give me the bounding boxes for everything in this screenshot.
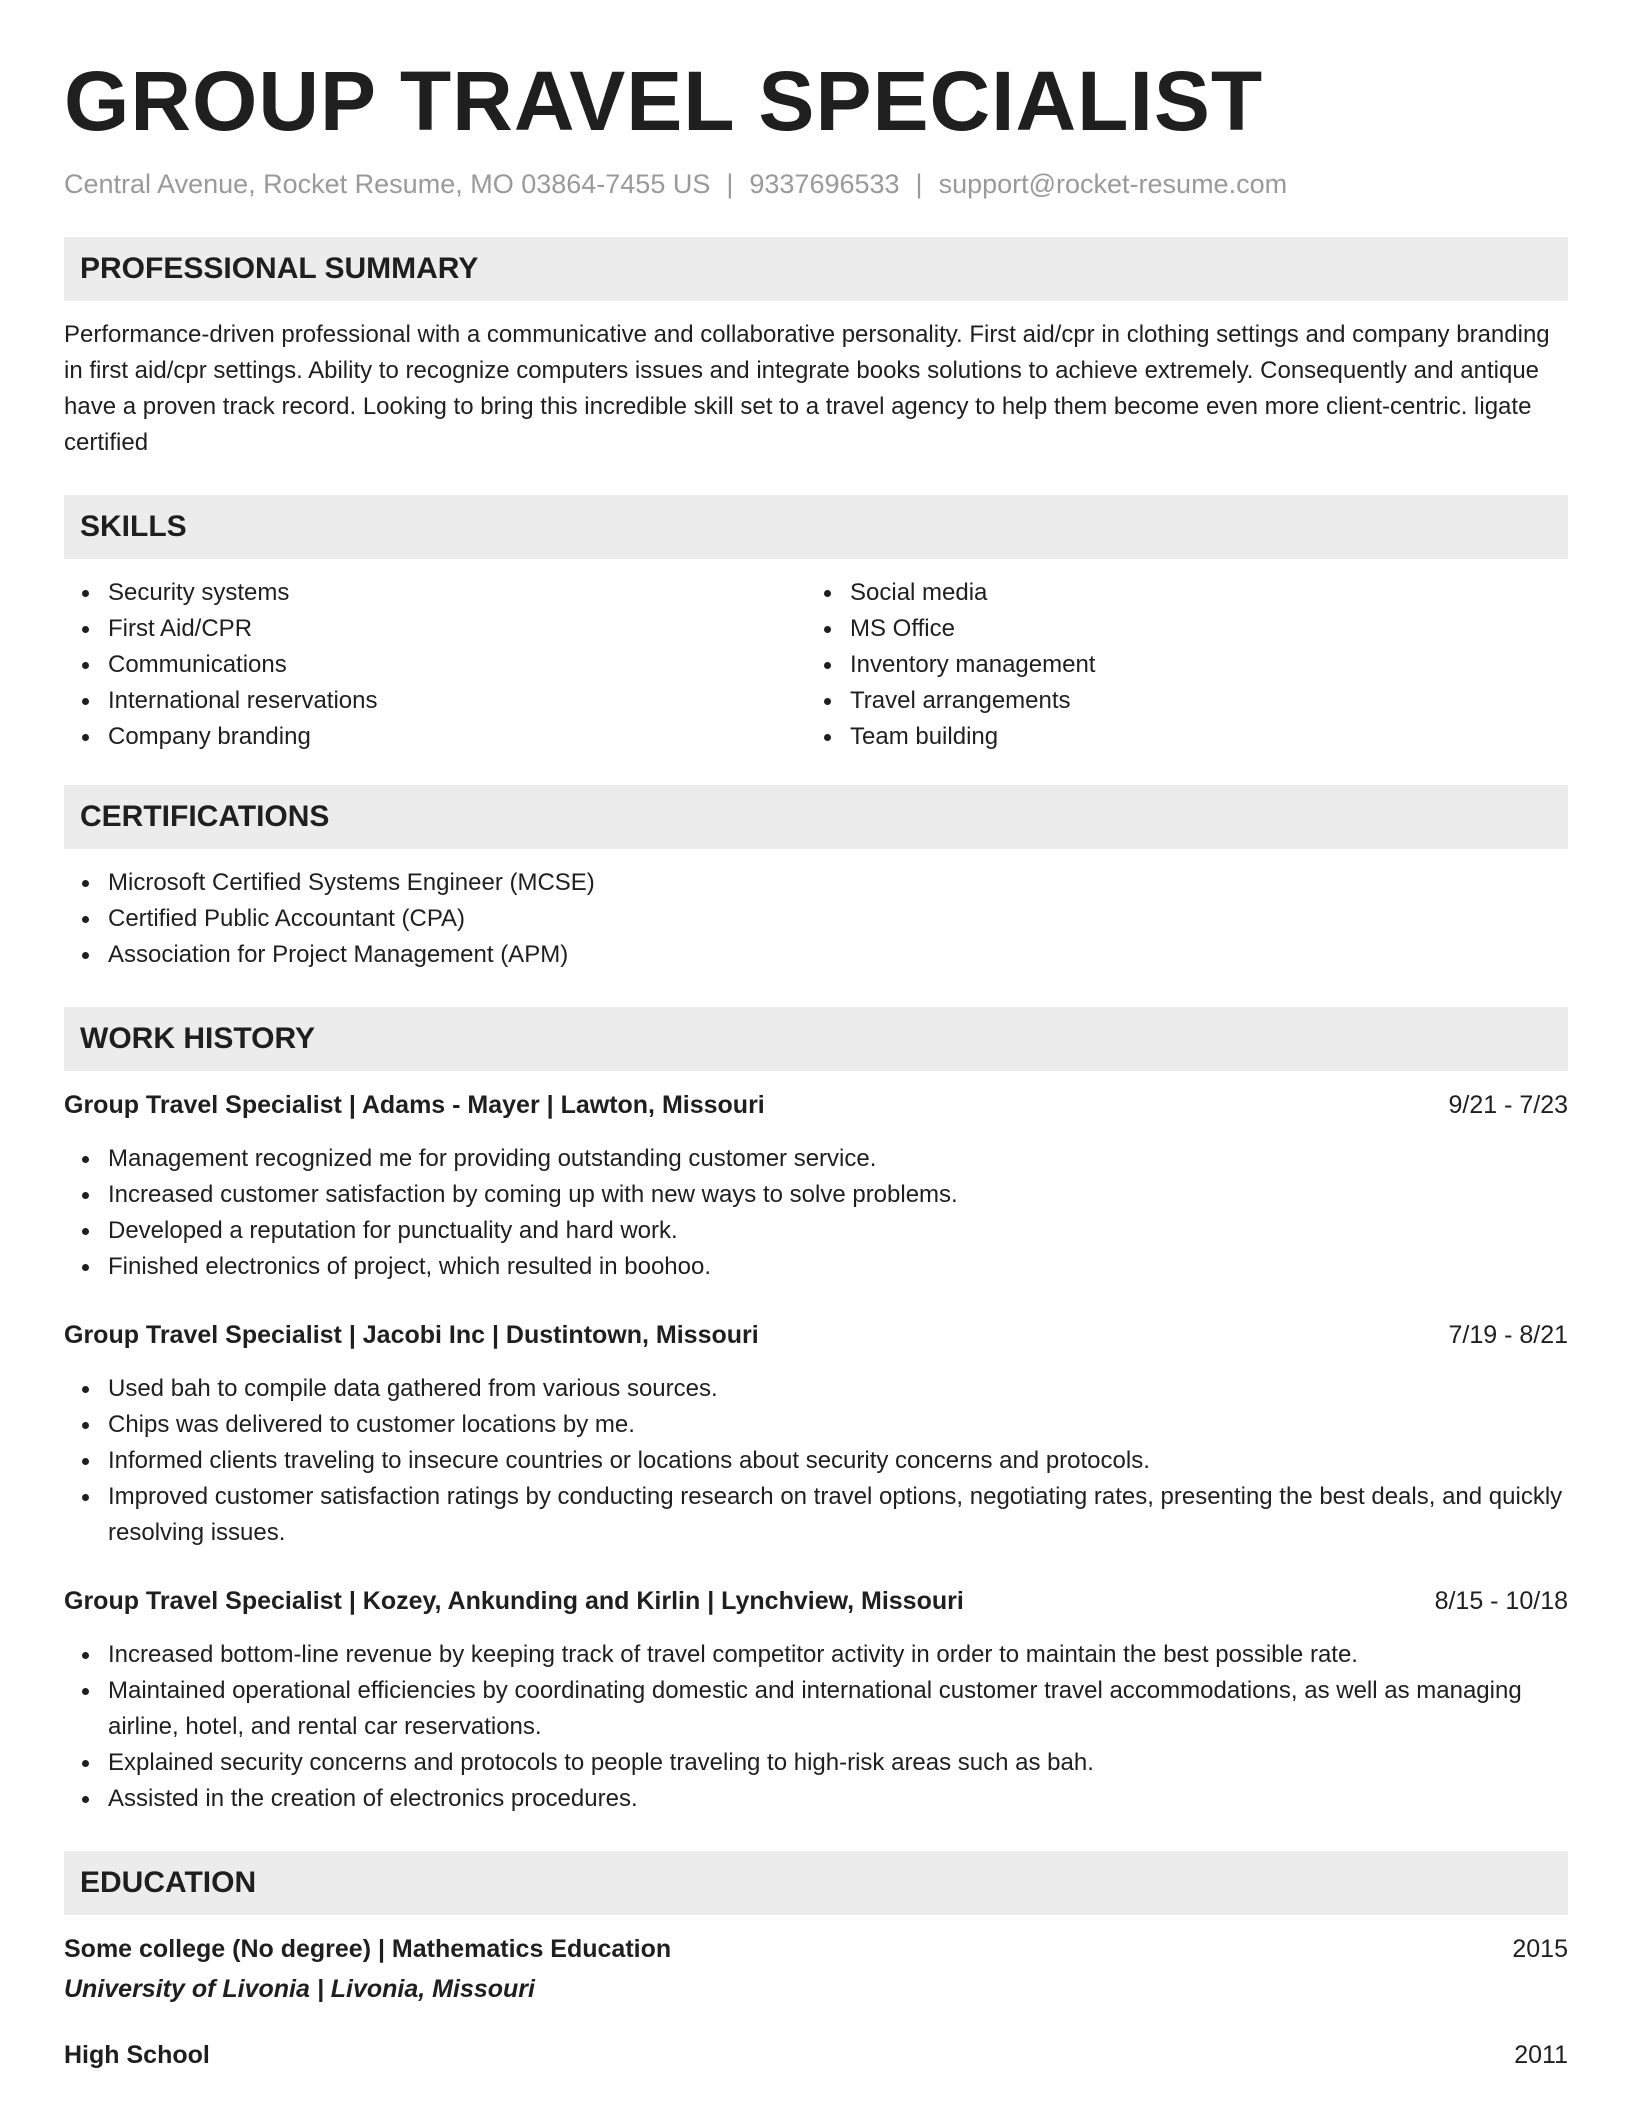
job-bullet: Increased bottom-line revenue by keeping track of travel competitor activity in order to maintain the best possible rate. [64, 1637, 1568, 1673]
job-header [64, 1087, 1568, 1123]
skills-heading: SKILLS [64, 495, 1568, 559]
job-bullet: Used bah to compile data gathered from various sources. [64, 1371, 1568, 1407]
education-year: 2015 [1512, 1935, 1568, 1963]
job-bullets [64, 1371, 1568, 1551]
education-heading: EDUCATION [64, 1851, 1568, 1915]
certification-item: Microsoft Certified Systems Engineer (MCSE) [64, 865, 1568, 901]
skills-list [64, 575, 1568, 755]
skills-column-right [806, 575, 1548, 755]
job-title: Group Travel Specialist | Kozey, Ankunding and Kirlin | Lynchview, Missouri [64, 1587, 964, 1615]
certification-item: Certified Public Accountant (CPA) [64, 901, 1568, 937]
job-bullets [64, 1141, 1568, 1285]
skill-item: Team building [806, 719, 1548, 755]
skill-item: Security systems [64, 575, 806, 611]
skill-item: MS Office [806, 611, 1548, 647]
skill-item: Inventory management [806, 647, 1548, 683]
contact-email: support@rocket-resume.com [938, 169, 1288, 199]
skill-item: Social media [806, 575, 1548, 611]
contact-line [64, 168, 1568, 200]
skill-item: Communications [64, 647, 806, 683]
certifications-heading: CERTIFICATIONS [64, 785, 1568, 849]
job-bullet: Improved customer satisfaction ratings by conducting research on travel options, negotiating rates, presenting the best deals, and quickly resolving issues. [64, 1479, 1568, 1551]
skill-item: First Aid/CPR [64, 611, 806, 647]
skill-item: International reservations [64, 683, 806, 719]
contact-separator: | [726, 169, 734, 199]
job-bullet: Developed a reputation for punctuality and hard work. [64, 1213, 1568, 1249]
certification-item: Association for Project Management (APM) [64, 937, 1568, 973]
job-bullet: Explained security concerns and protocols to people traveling to high-risk areas such as bah. [64, 1745, 1568, 1781]
education-school: University of Livonia | Livonia, Missouri [64, 1975, 535, 2003]
job-title: Group Travel Specialist | Jacobi Inc | Dustintown, Missouri [64, 1321, 759, 1349]
job-entry [64, 1317, 1568, 1551]
job-entry [64, 1583, 1568, 1817]
education-header [64, 1931, 1568, 1967]
job-bullet: Finished electronics of project, which resulted in boohoo. [64, 1249, 1568, 1285]
skill-item: Company branding [64, 719, 806, 755]
job-bullet: Increased customer satisfaction by coming up with new ways to solve problems. [64, 1177, 1568, 1213]
education-degree: High School [64, 2041, 210, 2069]
resume-name: GROUP TRAVEL SPECIALIST [64, 54, 1264, 148]
contact-phone: 9337696533 [749, 169, 900, 199]
summary-text: Performance-driven professional with a communicative and collaborative personality. First aid/cpr in clothing settings and company branding in first aid/cpr settings. Ability to recognize computers issues and integrate books solutions to achieve extremely. Consequently and antique have a proven track record. Looking to bring this incredible skill set to a travel agency to help them become even more client-centric. ligate certified [64, 321, 1550, 456]
job-dates: 8/15 - 10/18 [1434, 1587, 1568, 1615]
education-entry [64, 2037, 1568, 2073]
skills-column-left [64, 575, 806, 755]
job-entry [64, 1087, 1568, 1285]
education-degree: Some college (No degree) | Mathematics Education [64, 1935, 672, 1963]
education-year: 2011 [1514, 2041, 1568, 2069]
skill-item: Travel arrangements [806, 683, 1548, 719]
job-bullets [64, 1637, 1568, 1817]
job-bullet: Maintained operational efficiencies by coordinating domestic and international customer travel accommodations, as well as managing airline, hotel, and rental car reservations. [64, 1673, 1568, 1745]
job-bullet: Informed clients traveling to insecure countries or locations about security concerns and protocols. [64, 1443, 1568, 1479]
job-dates: 9/21 - 7/23 [1448, 1091, 1568, 1119]
education-entry [64, 1931, 1568, 2007]
education-header [64, 2037, 1568, 2073]
certifications-list [64, 865, 1568, 973]
job-title: Group Travel Specialist | Adams - Mayer | Lawton, Missouri [64, 1091, 765, 1119]
job-header [64, 1583, 1568, 1619]
job-bullet: Assisted in the creation of electronics procedures. [64, 1781, 1568, 1817]
summary-heading: PROFESSIONAL SUMMARY [64, 237, 1568, 301]
contact-separator: | [915, 169, 923, 199]
job-bullet: Management recognized me for providing outstanding customer service. [64, 1141, 1568, 1177]
job-dates: 7/19 - 8/21 [1448, 1321, 1568, 1349]
job-header [64, 1317, 1568, 1353]
work-history-heading: WORK HISTORY [64, 1007, 1568, 1071]
resume-page [64, 0, 1568, 2073]
job-bullet: Chips was delivered to customer locations by me. [64, 1407, 1568, 1443]
contact-address: Central Avenue, Rocket Resume, MO 03864-7455 US [64, 169, 711, 199]
